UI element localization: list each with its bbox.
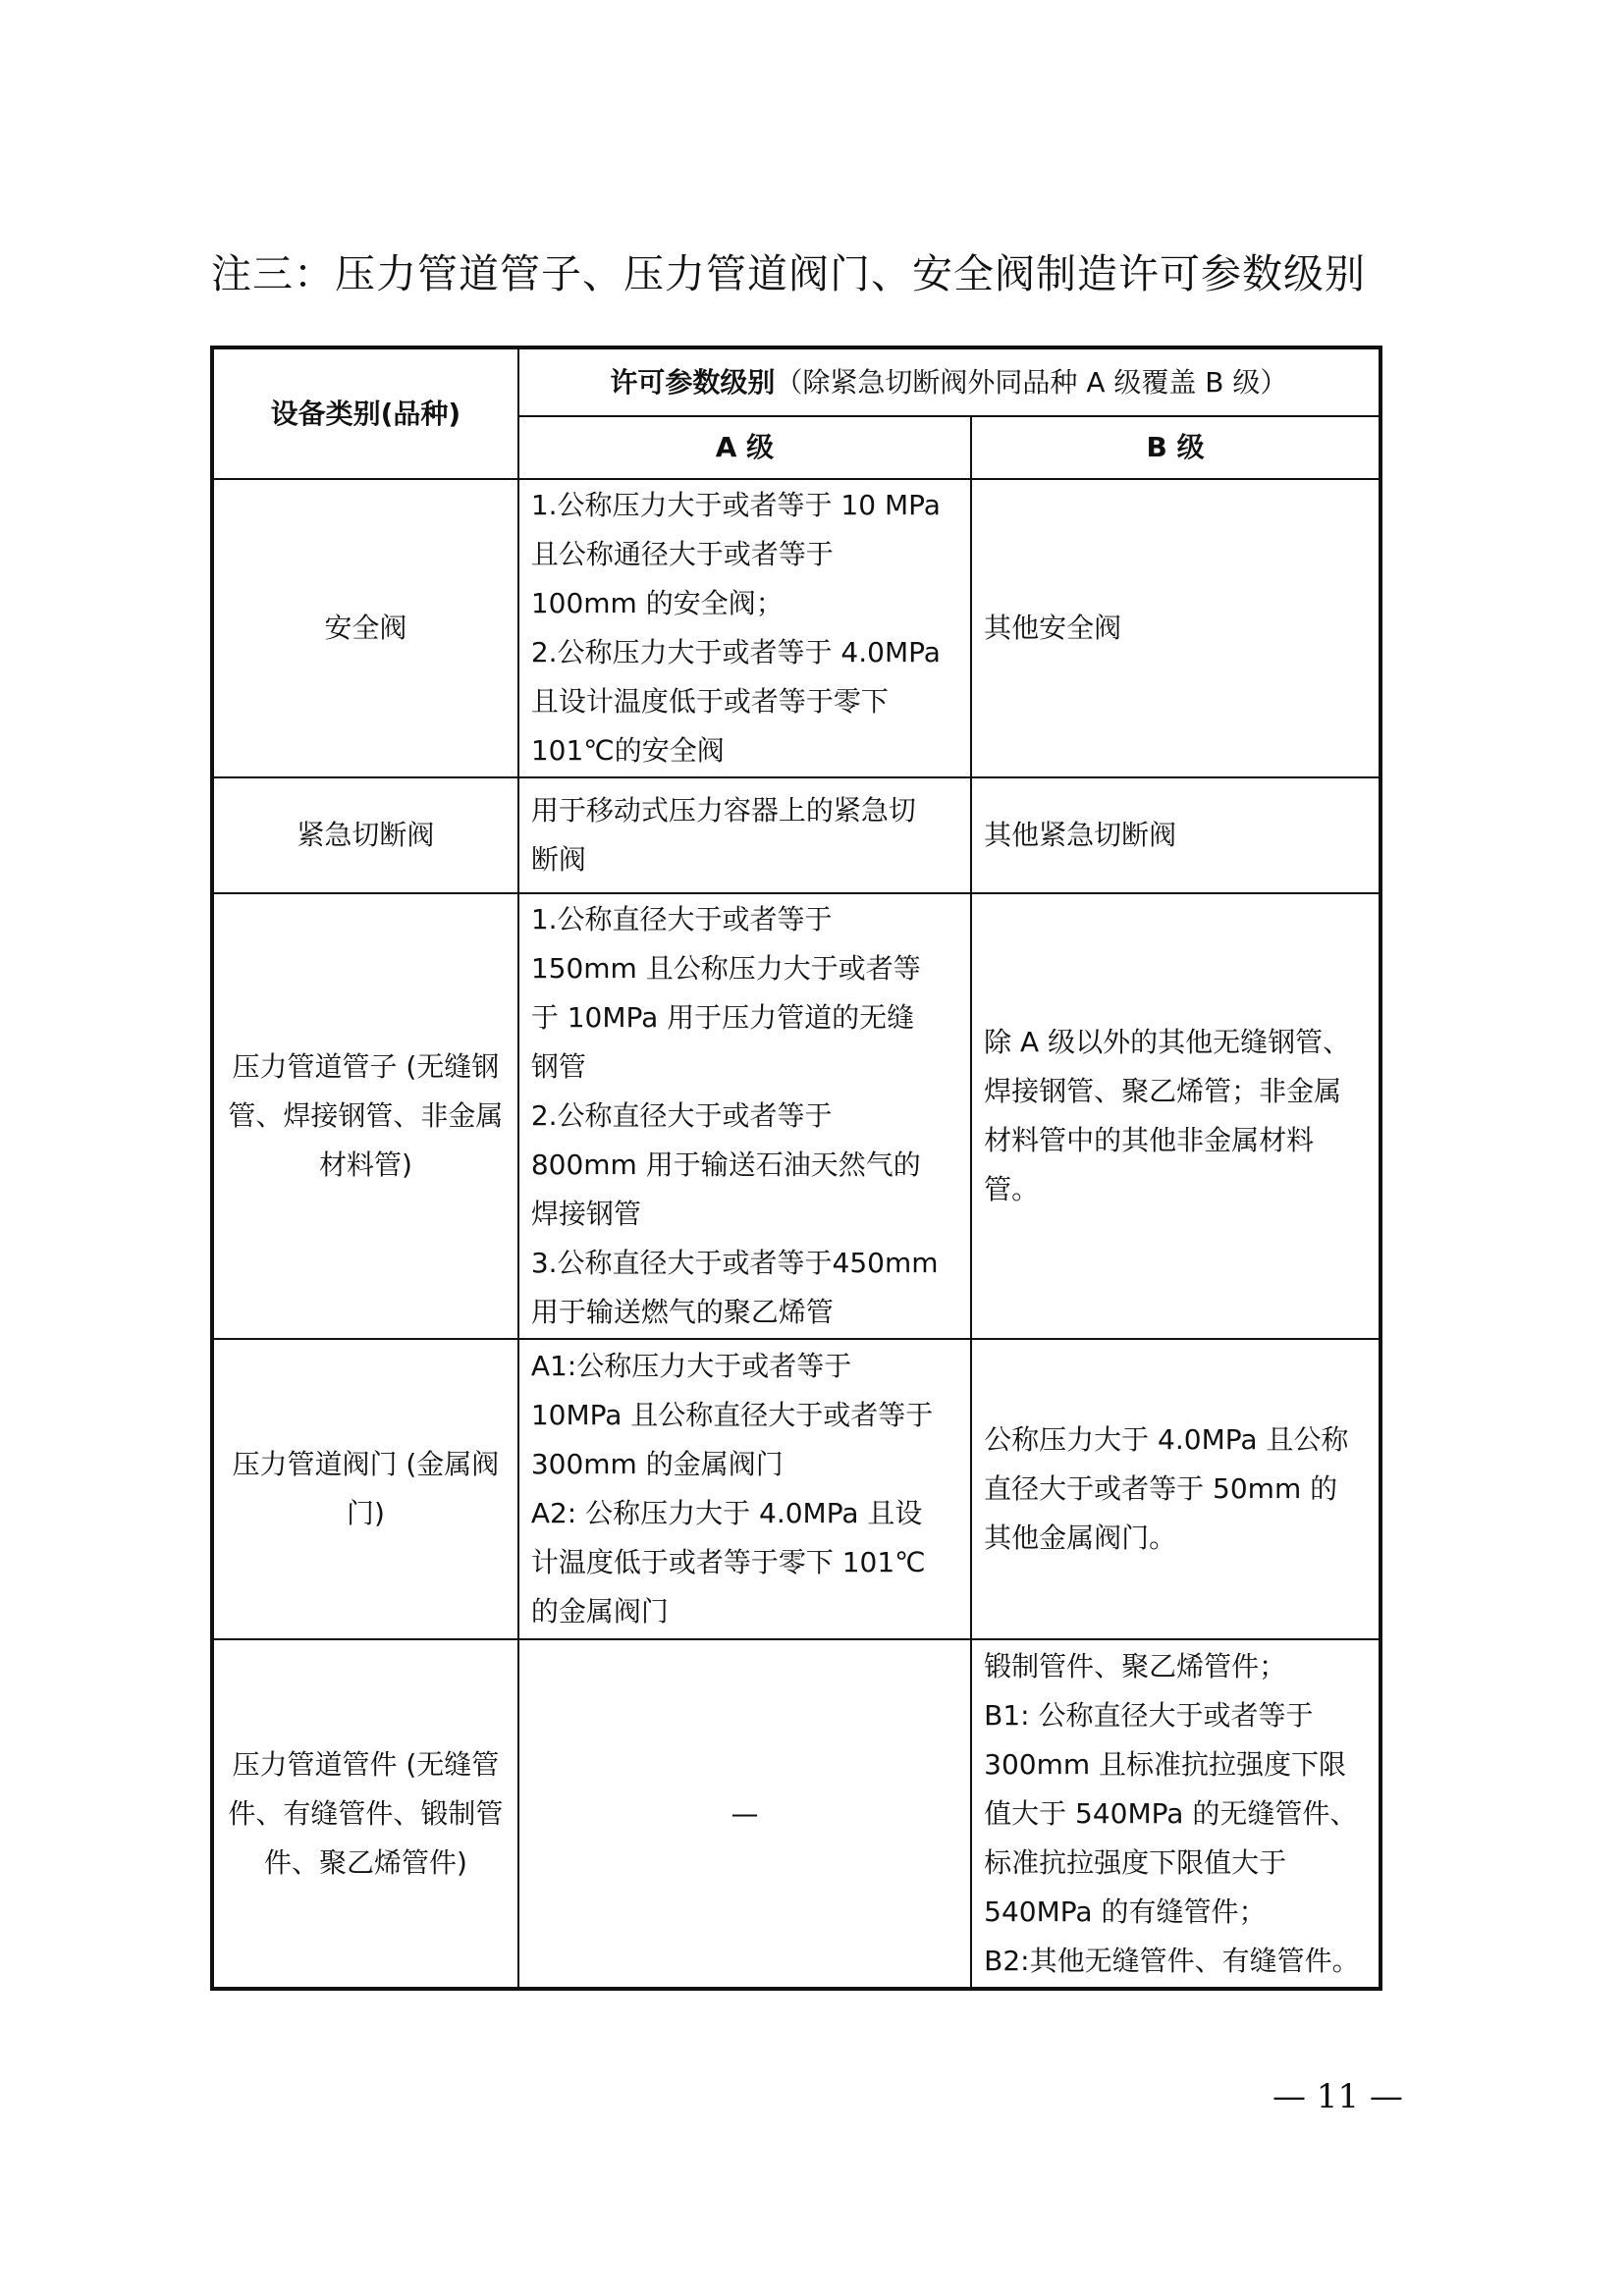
level-b-cell — [971, 1339, 1380, 1639]
text-line: 计温度低于或者等于零下 101℃ — [530, 1546, 926, 1578]
text-line: B2:其他无缝管件、有缝管件。 — [984, 1944, 1360, 1977]
level-b-cell — [971, 893, 1380, 1339]
level-a-cell — [518, 893, 971, 1339]
text-line: 标准抗拉强度下限值大于 — [984, 1845, 1287, 1879]
text-line: 其他金属阀门。 — [984, 1522, 1177, 1554]
category-header: 设备类别(品种) — [212, 347, 518, 479]
text-line: 管。 — [984, 1173, 1040, 1205]
text-line: 压力管道阀门 (金属阀 — [232, 1448, 500, 1480]
text-line: 件、聚乙烯管件) — [263, 1845, 467, 1879]
text-line: 其他紧急切断阀 — [984, 819, 1177, 851]
level-a-cell — [518, 777, 971, 893]
level-b-cell — [971, 479, 1380, 777]
text-line: 1.公称直径大于或者等于 — [530, 903, 833, 935]
text-line: 且公称通径大于或者等于 — [530, 538, 834, 570]
text-line: A1:公称压力大于或者等于 — [530, 1350, 852, 1382]
text-line: 安全阀 — [324, 612, 407, 644]
text-line: 于 10MPa 用于压力管道的无缝 — [530, 1001, 915, 1034]
text-line: 800mm 用于输送石油天然气的 — [530, 1148, 921, 1181]
text-line: 10MPa 且公称直径大于或者等于 — [530, 1399, 934, 1431]
text-line: 材料管) — [318, 1148, 412, 1181]
table-row — [212, 479, 1380, 777]
text-line: 焊接钢管、聚乙烯管；非金属 — [984, 1075, 1342, 1107]
table-header-row — [212, 347, 1380, 416]
text-line: B1: 公称直径大于或者等于 — [984, 1698, 1314, 1732]
text-line: 其他安全阀 — [984, 612, 1122, 644]
text-line: 压力管道管件 (无缝管 — [232, 1747, 500, 1781]
level-a-cell — [518, 1339, 971, 1639]
text-line: 门) — [346, 1497, 385, 1529]
permit-level-label: 许可参数级别 — [610, 365, 776, 399]
permit-level-table — [210, 346, 1382, 1991]
table-row — [212, 1339, 1380, 1639]
page-title: 注三：压力管道管子、压力管道阀门、安全阀制造许可参数级别 — [211, 250, 1366, 297]
text-line: 540MPa 的有缝管件； — [984, 1895, 1267, 1928]
text-line: 的金属阀门 — [530, 1595, 669, 1628]
text-line: 钢管 — [530, 1050, 586, 1083]
category-cell — [212, 479, 518, 777]
text-line: 2.公称压力大于或者等于 4.0MPa — [530, 636, 941, 668]
table-row — [212, 893, 1380, 1339]
text-line: A2: 公称压力大于 4.0MPa 且设 — [530, 1497, 923, 1529]
text-line: 且设计温度低于或者等于零下 — [530, 685, 889, 718]
level-b-cell — [971, 1639, 1380, 1989]
text-line: 用于输送燃气的聚乙烯管 — [530, 1296, 834, 1328]
text-line: 除 A 级以外的其他无缝钢管、 — [984, 1026, 1351, 1058]
text-line: 锻制管件、聚乙烯管件； — [984, 1649, 1287, 1682]
level-a-cell — [518, 1639, 971, 1989]
text-line: 焊接钢管 — [530, 1198, 641, 1230]
text-line: 100mm 的安全阀； — [530, 587, 784, 619]
text-line: — — [731, 1796, 759, 1830]
category-cell — [212, 777, 518, 893]
table-row — [212, 777, 1380, 893]
text-line: 材料管中的其他非金属材料 — [984, 1124, 1315, 1156]
text-line: 紧急切断阀 — [297, 819, 435, 851]
category-cell — [212, 893, 518, 1339]
permit-level-note: （除紧急切断阀外同品种 A 级覆盖 B 级） — [775, 365, 1288, 399]
text-line: 值大于 540MPa 的无缝管件、 — [984, 1796, 1358, 1830]
permit-level-header — [518, 347, 1380, 416]
text-line: 公称压力大于 4.0MPa 且公称 — [984, 1423, 1349, 1456]
level-a-header: A 级 — [518, 416, 971, 479]
text-line: 150mm 且公称压力大于或者等 — [530, 952, 921, 985]
text-line: 300mm 且标准抗拉强度下限 — [984, 1747, 1347, 1781]
level-b-cell — [971, 777, 1380, 893]
level-a-cell — [518, 479, 971, 777]
text-line: 3.公称直径大于或者等于450mm — [530, 1247, 939, 1279]
level-b-header: B 级 — [971, 416, 1380, 479]
text-line: 101℃的安全阀 — [530, 734, 725, 767]
text-line: 压力管道管子 (无缝钢 — [232, 1050, 500, 1083]
page-number: — 11 — — [1272, 2077, 1403, 2116]
text-line: 管、焊接钢管、非金属 — [228, 1099, 504, 1132]
text-line: 用于移动式压力容器上的紧急切 — [530, 794, 916, 827]
text-line: 2.公称直径大于或者等于 — [530, 1099, 833, 1132]
text-line: 1.公称压力大于或者等于 10 MPa — [530, 489, 941, 521]
text-line: 300mm 的金属阀门 — [530, 1448, 784, 1480]
text-line: 件、有缝管件、锻制管 — [228, 1796, 504, 1830]
category-cell — [212, 1639, 518, 1989]
text-line: 直径大于或者等于 50mm 的 — [984, 1472, 1338, 1505]
table-row — [212, 1639, 1380, 1989]
text-line: 断阀 — [530, 843, 586, 876]
category-cell — [212, 1339, 518, 1639]
